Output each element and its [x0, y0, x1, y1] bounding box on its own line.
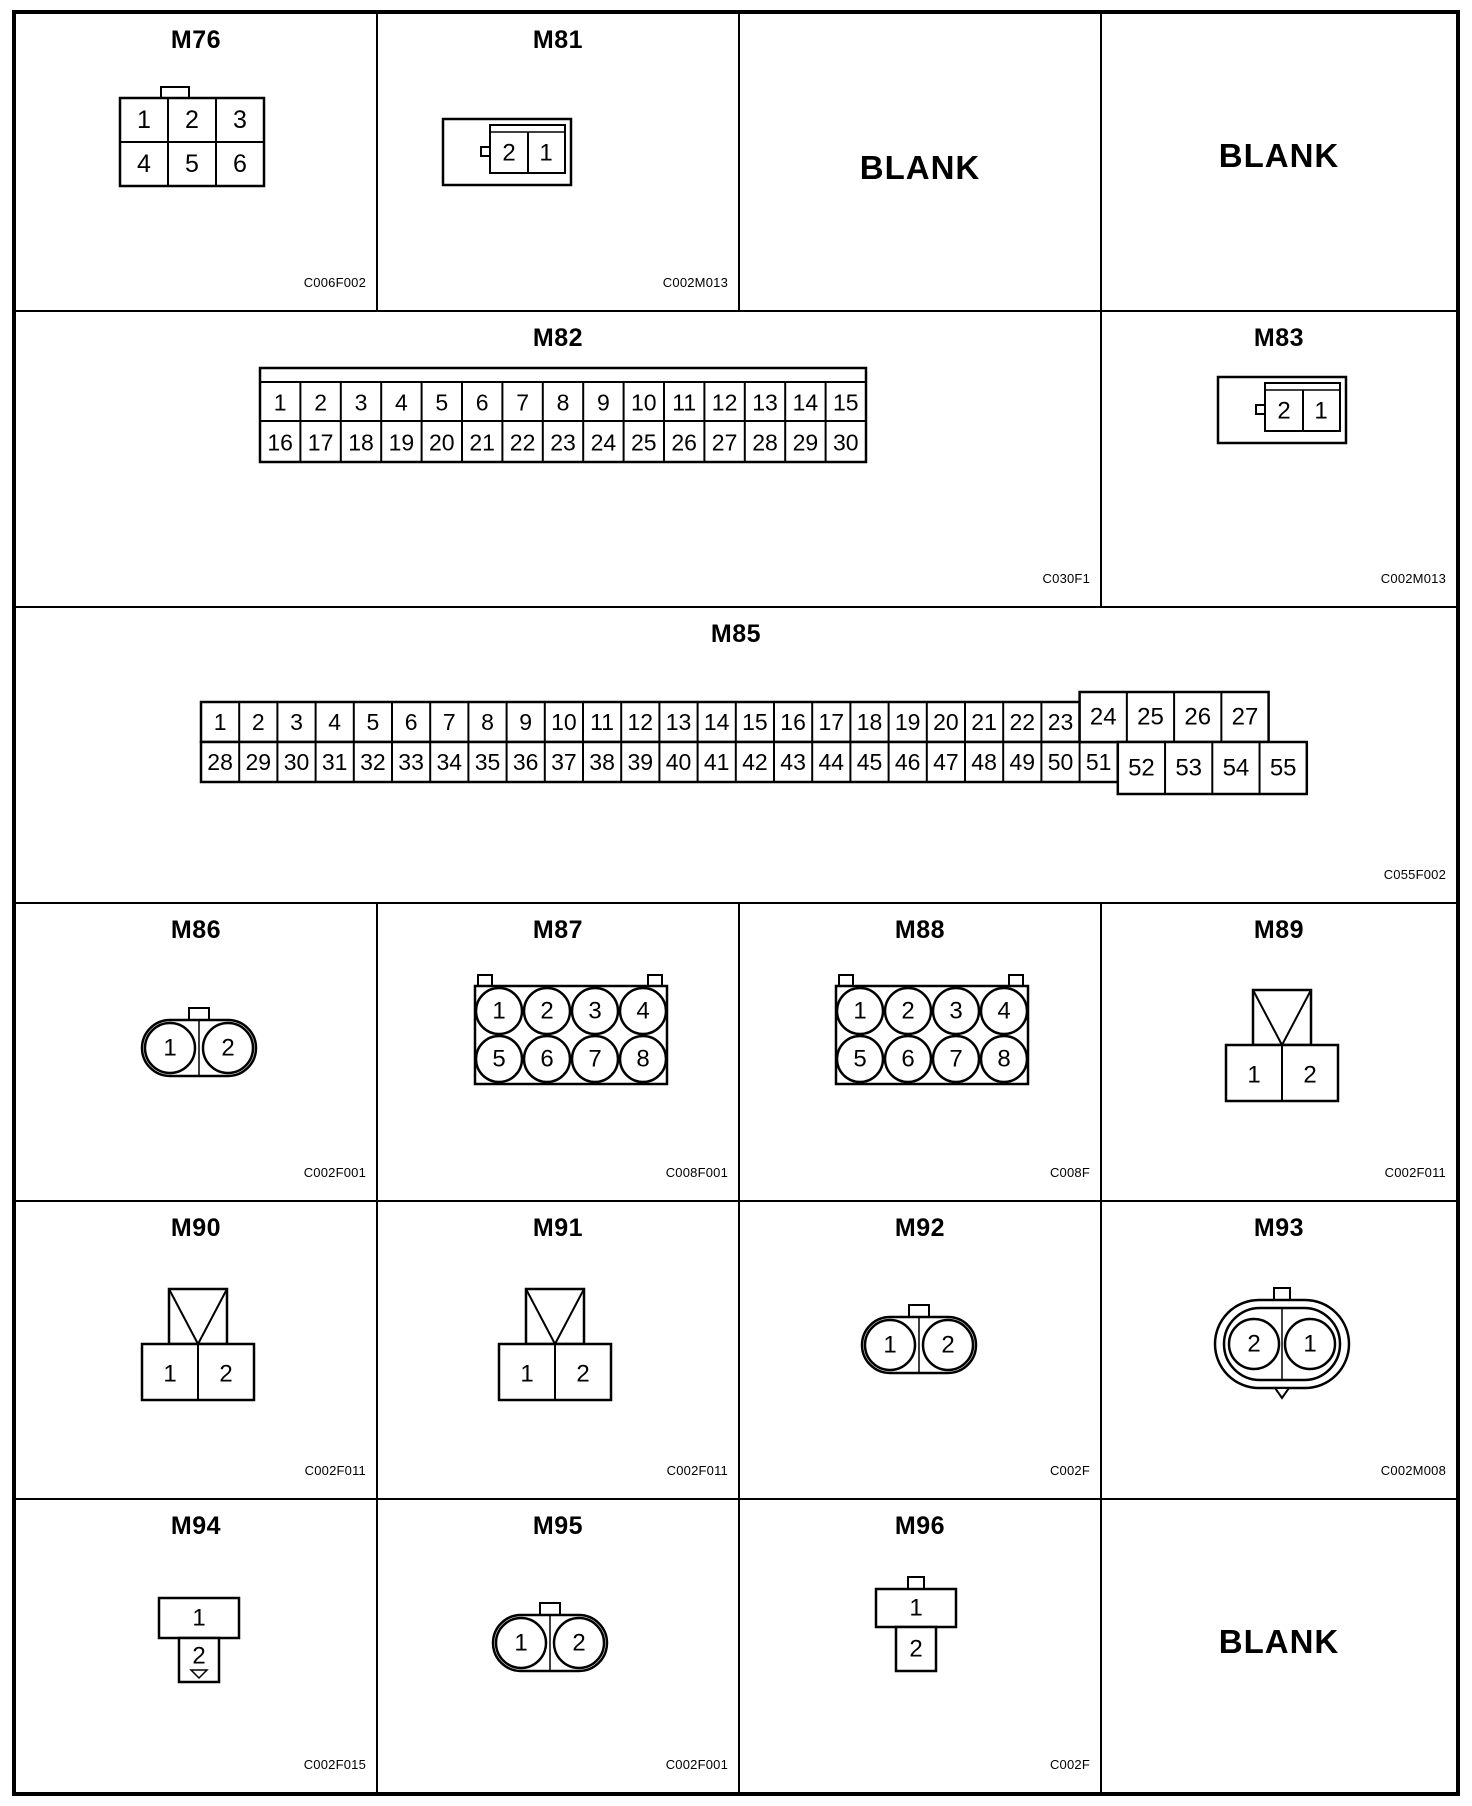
locking-tab — [839, 975, 853, 986]
connector-m88-diagram — [740, 904, 1100, 1200]
pin-number: 46 — [894, 749, 921, 775]
pin-number: 3 — [233, 106, 247, 134]
pin-number: 1 — [163, 1034, 177, 1062]
locking-tab — [540, 1603, 560, 1615]
pin-number: 2 — [185, 106, 199, 134]
pin-number: 2 — [1247, 1330, 1261, 1358]
pin-number: 22 — [509, 429, 536, 456]
pin-number: 13 — [665, 709, 692, 735]
locking-tab — [908, 1577, 924, 1589]
locking-tab — [478, 975, 492, 986]
pin-number: 30 — [833, 429, 859, 456]
pin-number: 25 — [1137, 703, 1164, 731]
cell-m90 — [15, 1201, 377, 1499]
pin-number: 2 — [192, 1642, 206, 1670]
pin-number: 7 — [588, 1045, 602, 1073]
pin-number: 44 — [818, 749, 845, 775]
pin-number: 11 — [590, 709, 615, 735]
pin-number: 16 — [780, 709, 806, 735]
pin-number: 1 — [539, 139, 553, 167]
part-code: C008F001 — [665, 1165, 728, 1180]
pin-number: 5 — [435, 389, 449, 416]
connector-m89-diagram — [1102, 904, 1456, 1200]
pin-number: 54 — [1222, 754, 1250, 782]
blank-label: BLANK — [859, 149, 981, 186]
cell-m94 — [15, 1499, 377, 1793]
pin-number: 24 — [1089, 703, 1117, 731]
pin-number: 26 — [1184, 703, 1212, 731]
connector-m90-diagram — [16, 1202, 376, 1498]
pin-number: 2 — [572, 1629, 586, 1657]
pin-number: 4 — [636, 997, 650, 1025]
pin-number: 3 — [354, 389, 368, 416]
pin-number: 9 — [597, 389, 610, 416]
pin-number: 8 — [997, 1045, 1011, 1073]
connector-title: M85 — [710, 620, 762, 648]
blank-label: BLANK — [1218, 137, 1340, 174]
pin-number: 53 — [1175, 754, 1203, 782]
pin-number: 2 — [901, 997, 915, 1025]
pin-number: 14 — [703, 709, 730, 735]
pin-number: 2 — [314, 389, 327, 416]
cell-blank-3 — [1101, 1499, 1457, 1793]
pin-number: 19 — [894, 709, 921, 735]
part-code: C002F — [1049, 1757, 1090, 1772]
connector-m81-diagram — [378, 14, 738, 310]
pin-number: 15 — [742, 709, 768, 735]
part-code: C002M013 — [662, 275, 728, 290]
locking-tab — [909, 1305, 929, 1317]
cell-m76 — [15, 13, 377, 311]
pin-number: 32 — [360, 749, 386, 775]
pin-number: 9 — [519, 709, 533, 735]
pin-number: 6 — [540, 1045, 554, 1073]
locking-tab — [1009, 975, 1023, 986]
cell-m96 — [739, 1499, 1101, 1793]
connector-m85-diagram — [16, 608, 1456, 902]
pin-number: 5 — [492, 1045, 506, 1073]
pin-number: 37 — [551, 749, 577, 775]
part-code: C002F011 — [304, 1463, 366, 1478]
connector-m86-diagram — [16, 904, 376, 1200]
pin-number: 39 — [627, 749, 654, 775]
pin-number: 20 — [933, 709, 959, 735]
cell-m82 — [15, 311, 1101, 607]
pin-number: 40 — [665, 749, 692, 775]
connector-title: M82 — [532, 324, 584, 352]
locking-tab — [648, 975, 662, 986]
locking-tab — [189, 1008, 209, 1020]
pin-number: 12 — [627, 709, 654, 735]
pin-number: 35 — [474, 749, 501, 775]
cell-m88 — [739, 903, 1101, 1201]
pin-number: 10 — [551, 709, 577, 735]
cell-m83 — [1101, 311, 1457, 607]
pin-number: 1 — [1314, 397, 1328, 425]
part-code: C002F — [1049, 1463, 1090, 1478]
cell-m95 — [377, 1499, 739, 1793]
connector-m95-diagram — [378, 1500, 738, 1792]
pin-number: 29 — [245, 749, 272, 775]
pin-number: 38 — [589, 749, 615, 775]
pin-number: 6 — [404, 709, 418, 735]
pin-number: 1 — [853, 997, 867, 1025]
part-code: C002F011 — [1384, 1165, 1446, 1180]
part-code: C006F002 — [303, 275, 366, 290]
pin-number: 47 — [933, 749, 959, 775]
connector-m92-diagram — [740, 1202, 1100, 1498]
pin-number: 17 — [818, 709, 845, 735]
pin-number: 13 — [752, 389, 778, 416]
part-code: C002M013 — [1380, 571, 1446, 586]
pin-number: 11 — [672, 389, 697, 416]
pin-number: 1 — [909, 1594, 923, 1622]
connector-title: M96 — [894, 1512, 946, 1540]
connector-title: M92 — [894, 1214, 946, 1242]
pin-number: 48 — [971, 749, 997, 775]
cell-m91 — [377, 1201, 739, 1499]
pin-number: 7 — [516, 389, 529, 416]
pin-number: 28 — [207, 749, 233, 775]
pin-number: 2 — [941, 1331, 955, 1359]
cell-m93 — [1101, 1201, 1457, 1499]
v-hood — [526, 1289, 584, 1344]
cell-blank-1 — [739, 13, 1101, 311]
pin-number: 2 — [909, 1635, 923, 1663]
pin-number: 8 — [556, 389, 570, 416]
pin-number: 5 — [853, 1045, 867, 1073]
pin-number: 2 — [1303, 1061, 1317, 1089]
cell-m86 — [15, 903, 377, 1201]
pin-number: 2 — [1277, 397, 1291, 425]
polarity-marker — [1275, 1388, 1289, 1398]
connector-m87-diagram — [378, 904, 738, 1200]
pin-number: 31 — [321, 749, 348, 775]
pin-number: 5 — [366, 709, 380, 735]
pin-number: 3 — [949, 997, 963, 1025]
pin-number: 15 — [833, 389, 859, 416]
pin-number: 27 — [1231, 703, 1259, 731]
cell-m89 — [1101, 903, 1457, 1201]
pin-number: 1 — [492, 997, 506, 1025]
connector-m82-diagram — [16, 312, 1100, 606]
pin-number: 10 — [631, 389, 657, 416]
cell-m81 — [377, 13, 739, 311]
pin-number: 29 — [792, 429, 819, 456]
pin-number: 3 — [290, 709, 303, 735]
pin-number: 6 — [901, 1045, 915, 1073]
pin-number: 49 — [1009, 749, 1036, 775]
connector-m94-diagram — [16, 1500, 376, 1792]
connector-title: M81 — [532, 26, 584, 54]
pin-number: 55 — [1269, 754, 1297, 782]
pin-number: 7 — [442, 709, 456, 735]
connector-m91-diagram — [378, 1202, 738, 1498]
part-code: C002F015 — [303, 1757, 366, 1772]
connector-title: M86 — [170, 916, 222, 944]
cell-blank-2 — [1101, 13, 1457, 311]
connector-m76-diagram — [16, 14, 376, 310]
connector-m83-diagram — [1102, 312, 1456, 606]
pin-number: 8 — [481, 709, 494, 735]
pin-number: 3 — [588, 997, 602, 1025]
connector-m96-diagram — [740, 1500, 1100, 1792]
pin-number: 6 — [475, 389, 489, 416]
pin-number: 2 — [540, 997, 554, 1025]
pin-number: 1 — [163, 1360, 177, 1388]
pin-number: 2 — [502, 139, 516, 167]
keyway-notch — [1256, 405, 1265, 414]
pin-number: 52 — [1128, 754, 1155, 782]
pin-number: 2 — [219, 1360, 233, 1388]
locking-tab — [161, 87, 189, 98]
cell-m92 — [739, 1201, 1101, 1499]
cell-m85 — [15, 607, 1457, 903]
pin-number: 36 — [512, 749, 539, 775]
pin-number: 4 — [137, 150, 151, 178]
pin-number: 30 — [283, 749, 310, 775]
connector-m93-diagram — [1102, 1202, 1456, 1498]
connector-title: M89 — [1253, 916, 1305, 944]
pin-number: 12 — [711, 389, 738, 416]
pin-number: 7 — [949, 1045, 963, 1073]
pin-number: 4 — [395, 389, 408, 416]
part-code: C055F002 — [1383, 867, 1446, 882]
pin-number: 18 — [856, 709, 883, 735]
pin-number: 14 — [792, 389, 819, 416]
pin-number: 51 — [1085, 749, 1112, 775]
connector-title: M91 — [532, 1214, 584, 1242]
connector-title: M90 — [170, 1214, 222, 1242]
pin-number: 45 — [856, 749, 883, 775]
pin-number: 2 — [576, 1360, 590, 1388]
pin-number: 24 — [590, 429, 617, 456]
part-code: C030F1 — [1042, 571, 1090, 586]
blank-label: BLANK — [1218, 1623, 1340, 1660]
pin-number: 2 — [251, 709, 265, 735]
pin-number: 43 — [780, 749, 806, 775]
v-hood — [1253, 990, 1311, 1045]
connector-title: M94 — [170, 1512, 222, 1540]
v-hood — [169, 1289, 227, 1344]
part-code: C002F001 — [665, 1757, 728, 1772]
locking-tab — [1274, 1288, 1290, 1300]
pin-number: 23 — [1047, 709, 1074, 735]
pin-number: 8 — [636, 1045, 650, 1073]
pin-number: 1 — [192, 1604, 206, 1632]
pin-number: 1 — [520, 1360, 534, 1388]
connector-title: M93 — [1253, 1214, 1305, 1242]
pin-number: 4 — [997, 997, 1011, 1025]
pin-number: 1 — [213, 709, 227, 735]
pin-number: 50 — [1047, 749, 1074, 775]
keyway-notch — [481, 147, 490, 156]
connector-title: M95 — [532, 1512, 584, 1540]
part-code: C002F011 — [666, 1463, 728, 1478]
connector-title: M83 — [1253, 324, 1305, 352]
pin-number: 1 — [883, 1331, 897, 1359]
connector-sheet — [12, 10, 1460, 1796]
part-code: C002M008 — [1380, 1463, 1446, 1478]
connector-title: M87 — [532, 916, 584, 944]
pin-number: 22 — [1009, 709, 1036, 735]
pin-number: 19 — [388, 429, 415, 456]
pin-number: 6 — [233, 150, 247, 178]
pin-number: 41 — [703, 749, 730, 775]
pin-number: 18 — [348, 429, 374, 456]
pin-number: 5 — [185, 150, 199, 178]
connector-title: M76 — [170, 26, 222, 54]
pin-number: 1 — [1303, 1330, 1317, 1358]
pin-number: 20 — [429, 429, 455, 456]
pin-number: 2 — [221, 1034, 235, 1062]
pin-number: 21 — [469, 429, 495, 456]
pin-number: 25 — [631, 429, 657, 456]
part-code: C002F001 — [303, 1165, 366, 1180]
pin-number: 4 — [328, 709, 342, 735]
pin-number: 34 — [436, 749, 463, 775]
pin-number: 42 — [742, 749, 768, 775]
pin-number: 17 — [307, 429, 334, 456]
cell-m87 — [377, 903, 739, 1201]
pin-number: 1 — [273, 389, 287, 416]
pin-number: 33 — [398, 749, 424, 775]
pin-number: 21 — [971, 709, 997, 735]
pin-number: 16 — [267, 429, 293, 456]
connector-title: M88 — [894, 916, 946, 944]
pin-number: 1 — [137, 106, 151, 134]
pin-number: 27 — [711, 429, 738, 456]
pin-number: 1 — [1247, 1061, 1261, 1089]
pin-number: 1 — [514, 1629, 528, 1657]
pin-number: 26 — [671, 429, 697, 456]
pin-number: 28 — [752, 429, 778, 456]
part-code: C008F — [1049, 1165, 1090, 1180]
pin-number: 23 — [550, 429, 576, 456]
